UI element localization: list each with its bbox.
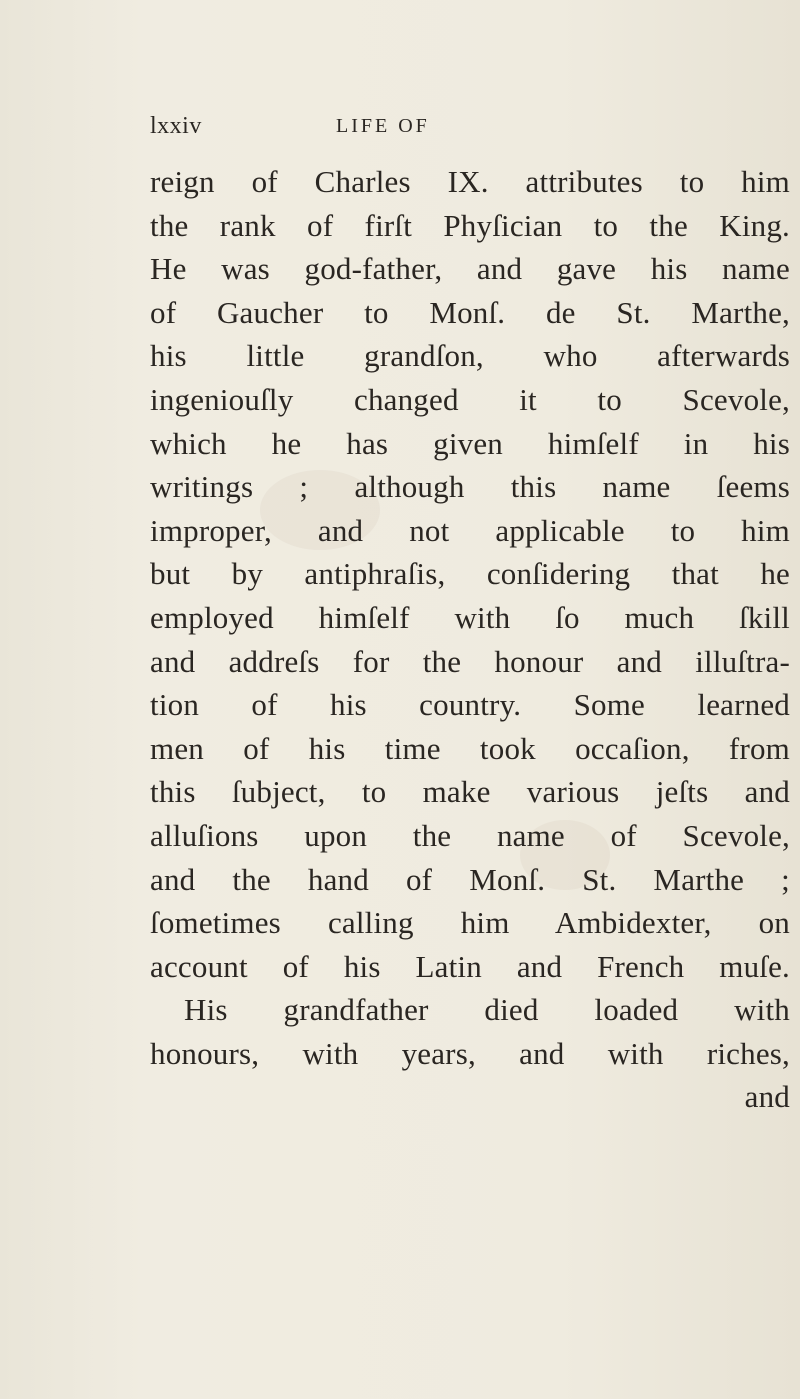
body-text [150,160,790,1119]
text-line: alluſions upon the name of Scevole, [150,817,790,853]
text-line: his little grandſon, who afterwards [150,338,790,374]
page-number: lxxiv [150,113,202,139]
running-head-title: LIFE OF [336,115,430,137]
catchword: and [744,1079,790,1115]
text-line: but by antiphraſis, conſidering that he [150,556,790,592]
text-line: and addreſs for the honour and illuſtra- [150,643,790,679]
text-line: account of his Latin and French muſe. [150,948,790,984]
text-line: His grandfather died loaded with [184,992,790,1028]
text-line: ſometimes calling him Ambidexter, on [150,905,790,941]
text-line: honours, with years, and with riches, [150,1035,790,1071]
text-line: tion of his country. Some learned [150,687,790,723]
text-line: and the hand of Monſ. St. Marthe ; [150,861,790,897]
text-line: the rank of firſt Phyſician to the King. [150,207,790,243]
text-line: of Gaucher to Monſ. de St. Marthe, [150,294,790,330]
text-line: ingeniouſly changed it to Scevole, [150,381,790,417]
text-line: writings ; although this name ſeems [150,469,790,505]
text-line: He was god-father, and gave his name [150,251,790,287]
text-line: men of his time took occaſion, from [150,730,790,766]
text-line: employed himſelf with ſo much ſkill [150,599,790,635]
text-line: which he has given himſelf in his [150,425,790,461]
text-line: improper, and not applicable to him [150,512,790,548]
running-head [150,82,790,139]
text-line: this ſubject, to make various jeſts and [150,774,790,810]
text-line: reign of Charles IX. attributes to him [150,164,790,199]
